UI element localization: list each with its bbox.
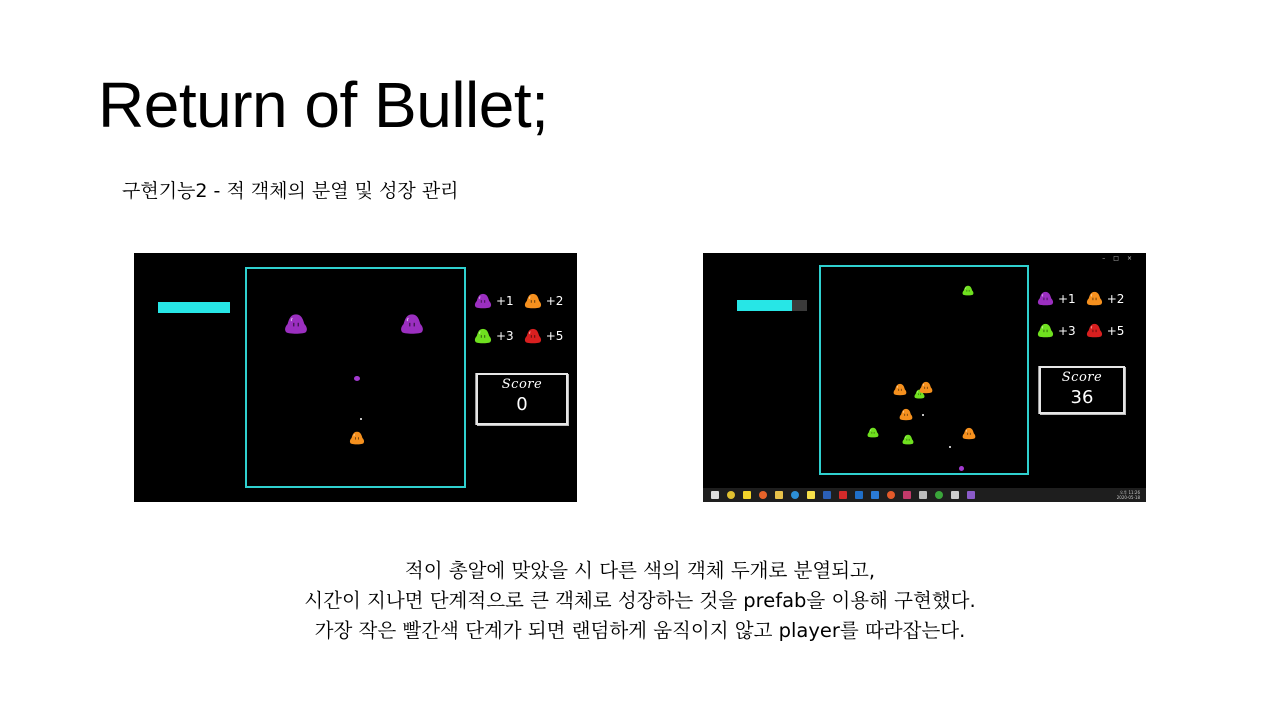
green-slime-icon xyxy=(1037,323,1054,338)
start-icon[interactable] xyxy=(711,491,719,499)
bullet xyxy=(922,414,924,416)
legend-value: +3 xyxy=(1058,323,1076,338)
enemy-purple-large xyxy=(284,313,308,335)
legend-row xyxy=(1037,291,1134,306)
slide-title: Return of Bullet; xyxy=(98,69,549,141)
enemy-purple-tiny xyxy=(354,376,360,381)
enemy-orange xyxy=(962,425,976,438)
game-screenshot-1 xyxy=(134,253,577,502)
player xyxy=(959,466,964,471)
unity-icon[interactable] xyxy=(951,491,959,499)
game-window-icon[interactable] xyxy=(903,491,911,499)
score-label: Score xyxy=(501,377,543,392)
chrome-icon[interactable] xyxy=(727,491,735,499)
legend-value: +5 xyxy=(1106,323,1125,338)
play-field xyxy=(819,265,1029,475)
score-box xyxy=(1039,366,1125,414)
enemy-orange xyxy=(893,381,907,394)
legend-value: +1 xyxy=(1058,291,1076,306)
enemy-green xyxy=(902,430,914,441)
legend-row xyxy=(1037,323,1134,338)
legend-value: +2 xyxy=(1106,291,1125,306)
firefox-icon[interactable] xyxy=(887,491,895,499)
chrome-icon[interactable] xyxy=(935,491,943,499)
legend-value: +1 xyxy=(496,294,514,308)
slide-description xyxy=(0,556,1280,646)
word-icon[interactable] xyxy=(823,491,831,499)
health-bar xyxy=(158,302,230,313)
legend-item-purple xyxy=(474,293,514,309)
legend-item-green xyxy=(474,328,514,344)
legend-row xyxy=(474,293,573,309)
enemy-green xyxy=(867,423,879,434)
description-line: 가장 작은 빨간색 단계가 되면 랜덤하게 움직이지 않고 player를 따라잡는다. xyxy=(314,619,966,642)
description-line: 적이 총알에 맞았을 시 다른 색의 객체 두개로 분열되고, xyxy=(404,559,876,582)
window-controls: –□× xyxy=(1102,255,1140,262)
legend-item-green xyxy=(1037,323,1076,338)
legend-item-orange xyxy=(1086,291,1125,306)
clock-time: 오후 11:26 xyxy=(1119,490,1140,495)
orange-slime-icon xyxy=(524,293,542,309)
enemy-orange xyxy=(349,430,365,444)
app-icon[interactable] xyxy=(871,491,879,499)
edge-icon[interactable] xyxy=(791,491,799,499)
bullet xyxy=(949,446,951,448)
notes-icon[interactable] xyxy=(743,491,751,499)
enemy-green xyxy=(962,281,974,292)
outlook-icon[interactable] xyxy=(855,491,863,499)
game-screenshot-2 xyxy=(703,253,1146,502)
red-slime-icon xyxy=(524,328,542,344)
purple-slime-icon xyxy=(474,293,492,309)
enemy-purple-large xyxy=(400,313,424,335)
folder-icon[interactable] xyxy=(775,491,783,499)
firefox-icon[interactable] xyxy=(759,491,767,499)
clock-date: 2020-05-18 xyxy=(1116,495,1140,500)
purple-slime-icon xyxy=(1037,291,1054,306)
legend-item-orange xyxy=(524,293,564,309)
enemy-orange xyxy=(899,406,913,419)
legend-value: +5 xyxy=(545,329,564,343)
legend-value: +2 xyxy=(545,294,564,308)
pdf-icon[interactable] xyxy=(839,491,847,499)
visual-studio-icon[interactable] xyxy=(967,491,975,499)
legend-row xyxy=(474,328,573,344)
kakao-icon[interactable] xyxy=(807,491,815,499)
app-icon[interactable] xyxy=(919,491,927,499)
taskbar-clock[interactable] xyxy=(1117,490,1140,500)
health-bar xyxy=(737,300,792,311)
legend-value: +3 xyxy=(496,329,514,343)
orange-slime-icon xyxy=(1086,291,1103,306)
bullet xyxy=(360,418,362,420)
legend-item-red xyxy=(1086,323,1125,338)
green-slime-icon xyxy=(474,328,492,344)
enemy-orange xyxy=(919,379,933,392)
score-label: Score xyxy=(1061,370,1103,385)
windows-taskbar xyxy=(703,488,1146,502)
score-value: 36 xyxy=(1070,387,1094,408)
legend-item-red xyxy=(524,328,564,344)
slide-subtitle: 구현기능2 - 적 객체의 분열 및 성장 관리 xyxy=(122,180,459,202)
score-box xyxy=(476,373,568,425)
description-line: 시간이 지나면 단계적으로 큰 객체로 성장하는 것을 prefab을 이용해 구현했다. xyxy=(304,589,976,612)
legend-item-purple xyxy=(1037,291,1076,306)
red-slime-icon xyxy=(1086,323,1103,338)
score-value: 0 xyxy=(516,394,528,415)
